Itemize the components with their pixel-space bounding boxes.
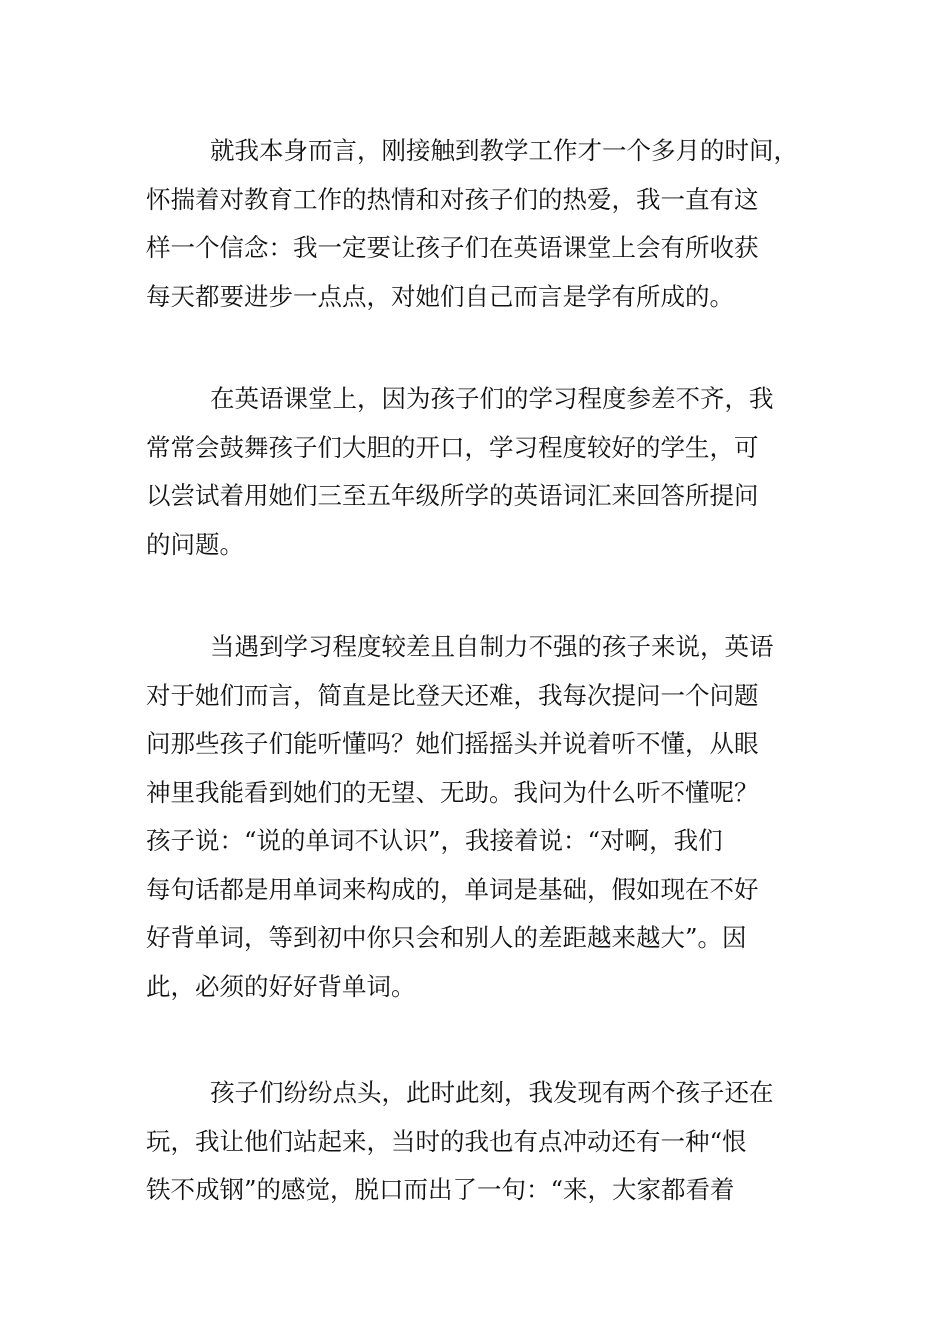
text-line: 样一个信念：我一定要让孩子们在英语课堂上会有所收获 [146,233,759,262]
text-line: 对于她们而言，简直是比登天还难，我每次提问一个问题 [146,680,759,710]
text-line: 每句话都是用单词来构成的，单词是基础，假如现在不好 [146,874,759,904]
text-line: 常常会鼓舞孩子们大胆的开口，学习程度较好的学生，可 [146,432,759,462]
text-line: 以尝试着用她们三至五年级所学的英语词汇来回答所提问 [146,481,759,510]
text-line: 就我本身而言，刚接触到教学工作才一个多月的时间， [210,136,798,165]
paragraph-3 [146,623,816,1011]
paragraph-4 [146,1069,816,1215]
text-line: 玩，我让他们站起来，当时的我也有点冲动还有一种“恨 [146,1126,747,1156]
text-line: 的问题。 [146,529,244,559]
text-line: 问那些孩子们能听懂吗？她们摇摇头并说着听不懂，从眼 [146,729,759,758]
text-line: 孩子们纷纷点头，此时此刻，我发现有两个孩子还在 [210,1078,774,1107]
text-line: 当遇到学习程度较差且自制力不强的孩子来说，英语 [210,632,774,661]
text-line: 在英语课堂上，因为孩子们的学习程度参差不齐，我 [210,384,774,413]
text-line: 每天都要进步一点点，对她们自己而言是学有所成的。 [146,281,734,311]
text-line: 此，必须的好好背单词。 [146,971,416,1001]
text-line: 怀揣着对教育工作的热情和对孩子们的热爱，我一直有这 [146,184,759,214]
text-line: 神里我能看到她们的无望、无助。我问为什么听不懂呢？ [146,777,759,807]
text-line: 孩子说：“说的单词不认识”，我接着说：“对啊，我们 [146,826,723,855]
text-line: 好背单词，等到初中你只会和别人的差距越来越大”。因 [146,923,747,952]
paragraph-1 [146,127,816,321]
paragraph-2 [146,375,816,569]
text-line: 铁不成钢”的感觉，脱口而出了一句：“来，大家都看着 [146,1175,735,1204]
